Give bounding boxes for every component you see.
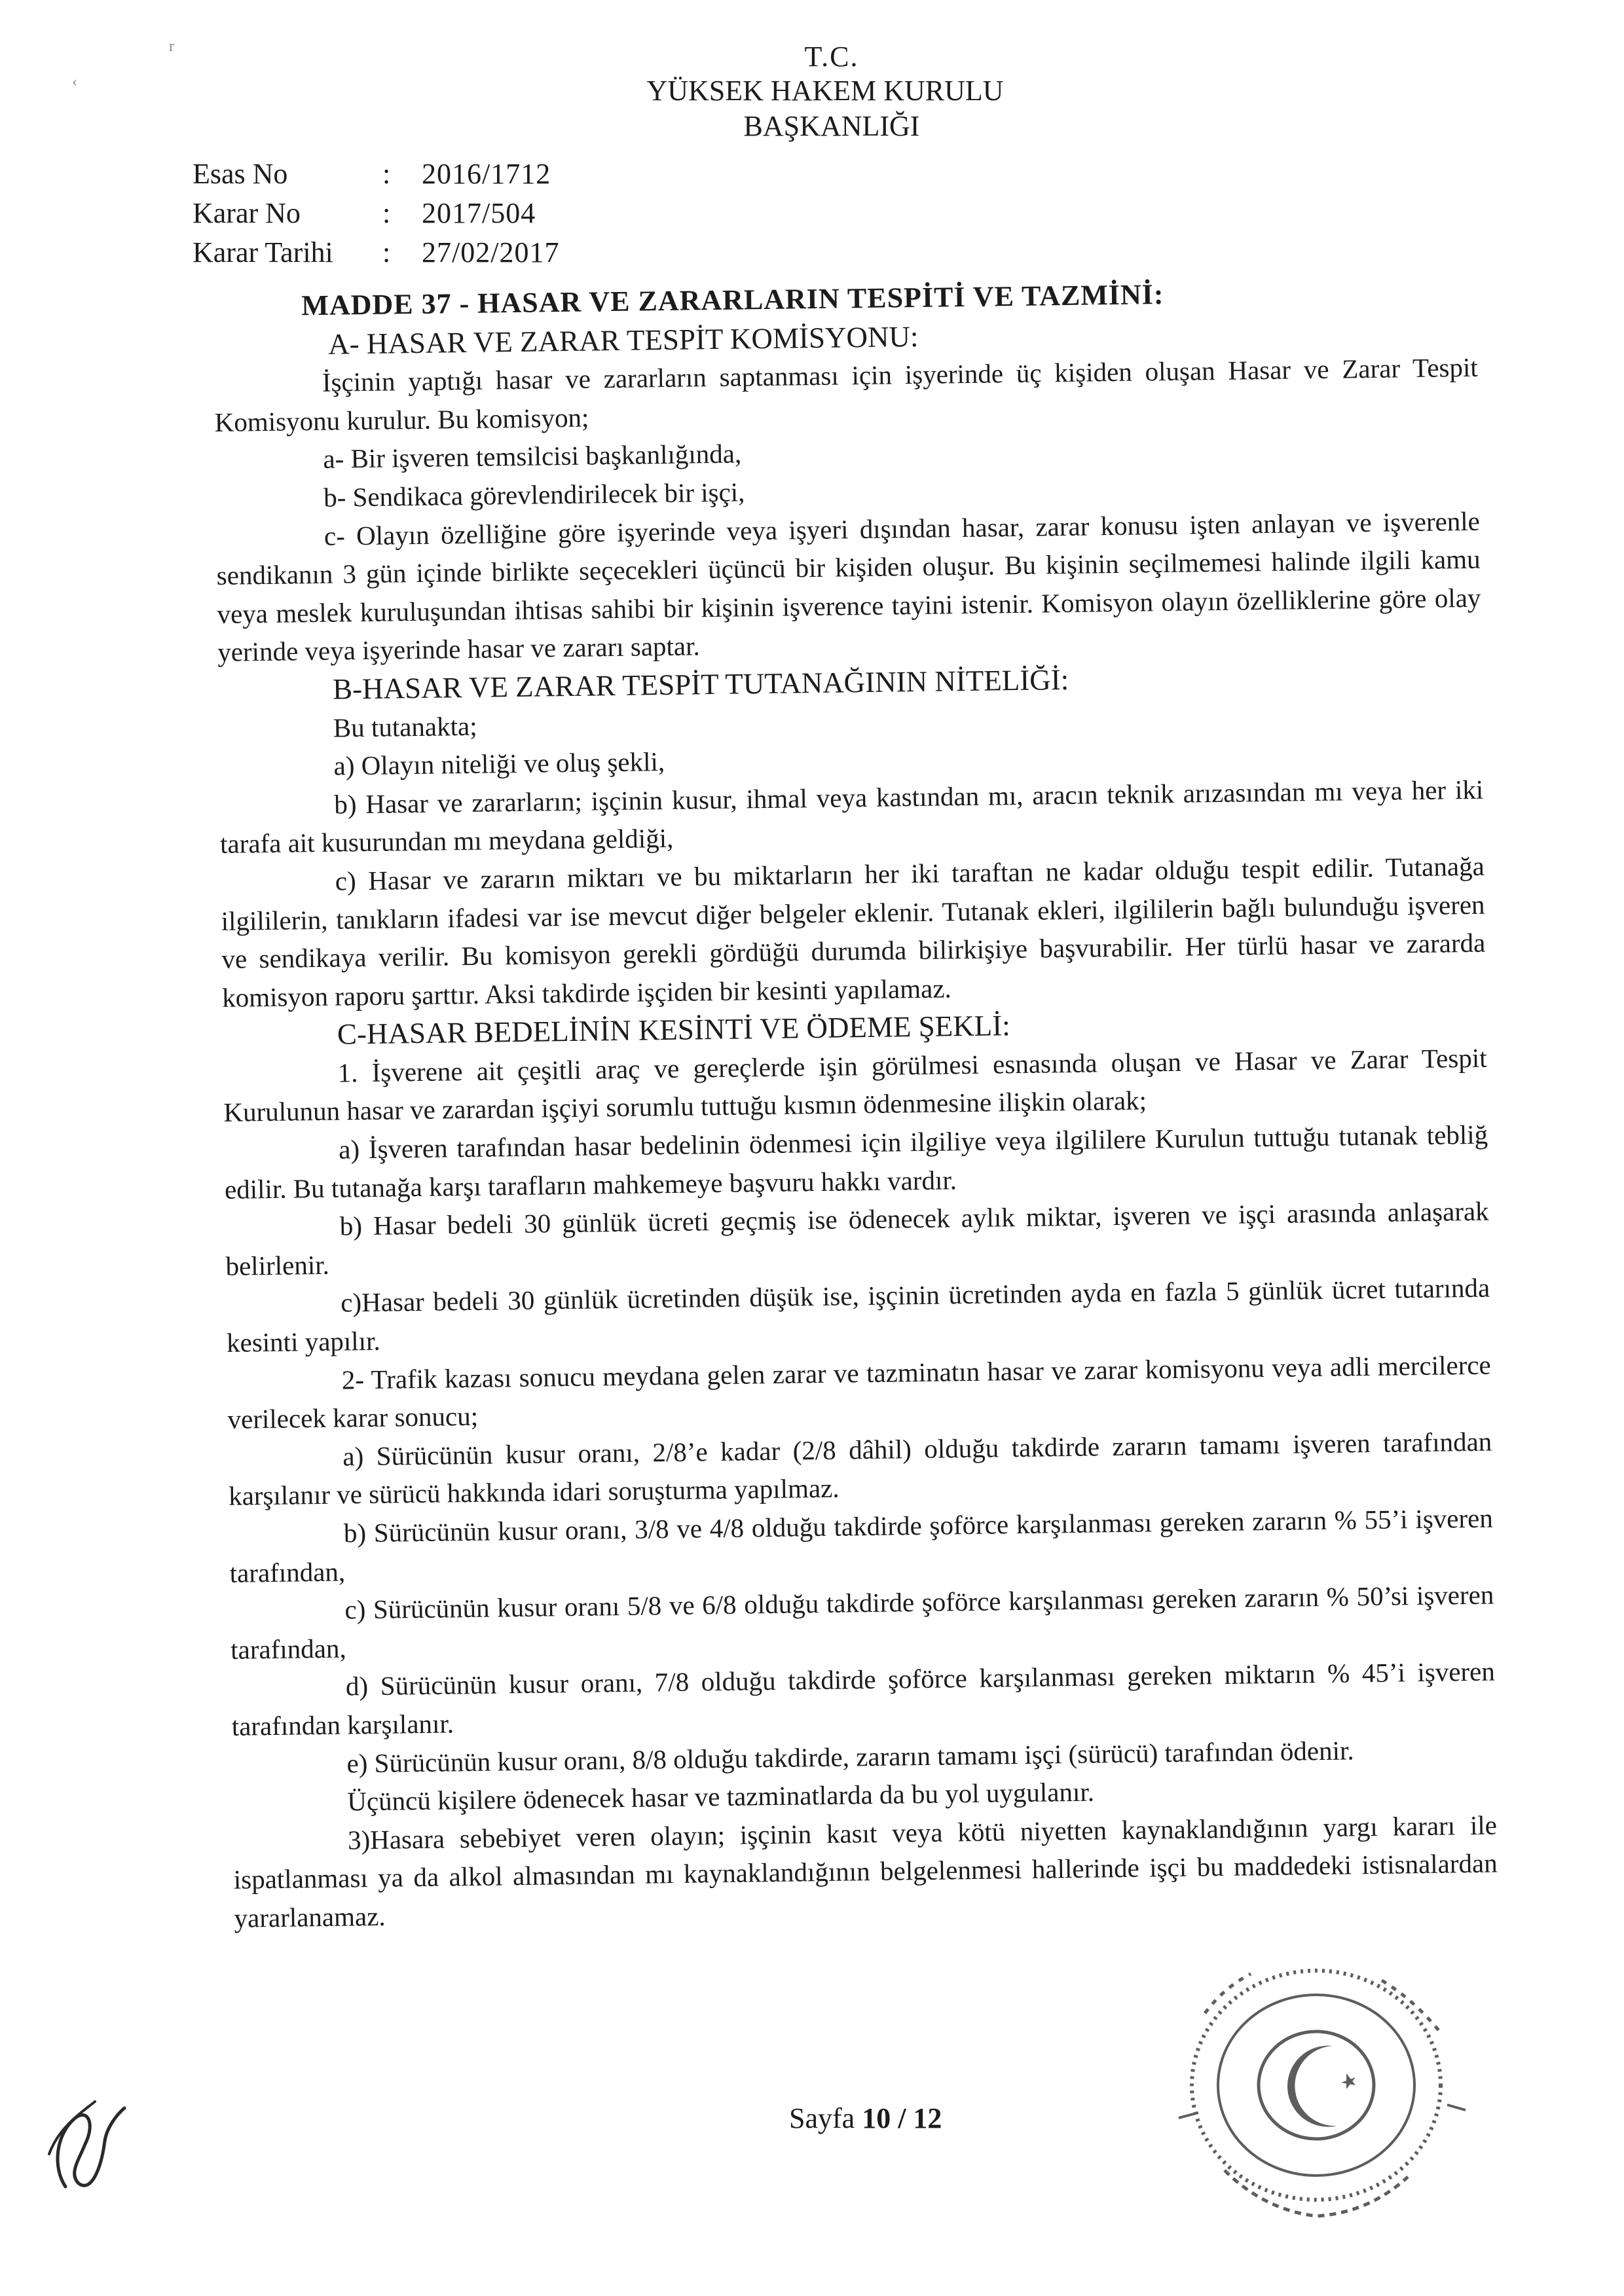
section-b-item-c: c) Hasar ve zararın miktarı ve bu miktarların her iki taraftan ne kadar olduğu tespit edilir. Tutanağa ilgililerin, tanıkların ifadesi var ise mevcut diğer belgeler eklenir. Tutanak ekleri, ilgililerin bağlı bulunduğu işveren ve sendikaya verilir. Bu komisyon gerekli gördüğü durumda bilirkişiye başvurabilir. Her türlü hasar ve zararda komisyon raporu şarttır. Aksi takdirde işçiden bir kesinti yapılamaz. bbox=[221, 850, 1486, 1013]
section-c-item-1b: b) Hasar bedeli 30 günlük ücreti geçmiş ise ödenecek aylık miktar, işveren ve işçi arasında anlaşarak belirlenir. bbox=[225, 1195, 1489, 1281]
section-c-item-1a: a) İşveren tarafından hasar bedelinin ödenmesi için ilgiliye veya ilgililere Kurulun tuttuğu tutanak tebliğ edilir. Bu tutanağa karşı tarafların mahkemeye başvuru hakkı vardır. bbox=[224, 1119, 1488, 1205]
section-a-item-b: b- Sendikaca görevlendirilecek bir işçi, bbox=[323, 477, 745, 513]
meta-separator: : bbox=[382, 197, 391, 229]
meta-label: Karar Tarihi bbox=[193, 236, 333, 268]
page-word: Sayfa bbox=[789, 2102, 855, 2134]
institution-header bbox=[0, 41, 1624, 144]
section-c-third-parties: Üçüncü kişilere ödenecek hasar ve tazminatlarda da bu yol uygulanır. bbox=[346, 1776, 1095, 1817]
section-a-item-c: c- Olayın özelliğine göre işyerinde veya işyeri dışından hasar, zarar konusu işten anlayan ve işverenle sendikanın 3 gün içinde birlikte seçecekleri üçüncü bir kişiden oluşur. Bu kişinin seçilmemesi halinde ilgili kamu veya meslek kuruluşundan ihtisas sahibi bir kişinin işverence tayini istenir. Komisyon olayın özelliklerine göre olay yerinde veya işyerinde hasar ve zararı saptar. bbox=[216, 505, 1481, 668]
article-title: MADDE 37 - HASAR VE ZARARLARIN TESPİTİ VE TAZMİNİ: bbox=[301, 278, 1164, 322]
meta-row bbox=[193, 194, 559, 233]
section-c-item-3: 3)Hasara sebebiyet veren olayın; işçinin kasıt veya kötü niyetten kaynaklandığının yargı kararı ile ispatlanması ya da alkol almasından mı kaynaklandığının belgelenmesi hallerinde işçi bu maddedeki istisnalardan yararlanamaz. bbox=[233, 1810, 1498, 1933]
section-b-item-b: b) Hasar ve zararların; işçinin kusur, ihmal veya kastından mı, aracın teknik arızasından mı veya her iki tarafa ait kusurundan mı meydana geldiği, bbox=[219, 774, 1484, 860]
section-b-intro: Bu tutanakta; bbox=[333, 710, 477, 743]
signature-icon bbox=[39, 2088, 144, 2200]
section-c-item-2e: e) Sürücünün kusur oranı, 8/8 olduğu takdirde, zararın tamamı işçi (sürücü) tarafından ödenir. bbox=[346, 1734, 1354, 1779]
meta-separator: : bbox=[382, 236, 391, 268]
header-line-1: T.C. bbox=[804, 41, 859, 73]
meta-label: Esas No bbox=[193, 158, 288, 190]
scan-mark: r bbox=[169, 38, 174, 55]
section-c-item-2a: a) Sürücünün kusur oranı, 2/8’e kadar (2/8 dâhil) olduğu takdirde zararın tamamı işveren tarafından karşılanır ve sürücü hakkında idari soruşturma yapılmaz. bbox=[228, 1426, 1492, 1512]
official-seal-icon bbox=[1166, 1954, 1473, 2242]
section-c-item-2c: c) Sürücünün kusur oranı 5/8 ve 6/8 olduğu takdirde şoförce karşılanması gereken zararın % 50’si işveren tarafından, bbox=[230, 1579, 1494, 1665]
meta-value: 27/02/2017 bbox=[422, 236, 560, 268]
section-c-item-2d: d) Sürücünün kusur oranı, 7/8 olduğu takdirde şoförce karşılanması gereken miktarın % 45’i işveren tarafından karşılanır. bbox=[231, 1656, 1496, 1741]
section-b-heading: B-HASAR VE ZARAR TESPİT TUTANAĞININ NİTELİĞİ: bbox=[332, 663, 1069, 706]
section-c-item-1c: c)Hasar bedeli 30 günlük ücretinden düşük ise, işçinin ücretinden ayda en fazla 5 günlük ücret tutarında kesinti yapılır. bbox=[226, 1273, 1490, 1358]
page-number bbox=[789, 2102, 942, 2135]
section-c-item-1: 1. İşverene ait çeşitli araç ve gereçlerde işin görülmesi esnasında oluşan ve Hasar ve Zarar Tespit Kurulunun hasar ve zarardan işçiyi sorumlu tuttuğu kısmın ödenmesine ilişkin olarak; bbox=[223, 1042, 1487, 1128]
section-a-heading: A- HASAR VE ZARAR TESPİT KOMİSYONU: bbox=[327, 319, 919, 361]
section-a-paragraph: İşçinin yaptığı hasar ve zararların saptanması için işyerinde üç kişiden oluşan Hasar ve Zarar Tespit Komisyonu kurulur. Bu komisyon; bbox=[214, 352, 1479, 437]
section-c-item-2: 2- Trafik kazası sonucu meydana gelen zarar ve tazminatın hasar ve zarar komisyonu veya adli mercilerce verilecek karar sonucu; bbox=[227, 1349, 1491, 1435]
article-body bbox=[213, 272, 1498, 1938]
meta-row bbox=[193, 155, 559, 194]
meta-label: Karar No bbox=[193, 197, 301, 229]
section-a-item-a: a- Bir işveren temsilcisi başkanlığında, bbox=[323, 438, 742, 475]
section-c-heading: C-HASAR BEDELİNİN KESİNTİ VE ÖDEME ŞEKLİ: bbox=[337, 1009, 1011, 1051]
page-count: 10 / 12 bbox=[862, 2102, 942, 2134]
meta-value: 2017/504 bbox=[422, 197, 536, 229]
section-c-item-2b: b) Sürücünün kusur oranı, 3/8 ve 4/8 olduğu takdirde şoförce karşılanması gereken zararın % 55’i işveren tarafından, bbox=[229, 1503, 1494, 1588]
header-line-3: BAŞKANLIĞI bbox=[743, 110, 920, 142]
meta-row bbox=[193, 233, 559, 272]
meta-value: 2016/1712 bbox=[422, 158, 551, 190]
scan-mark: ‹ bbox=[72, 73, 77, 90]
header-line-2: YÜKSEK HAKEM KURULU bbox=[646, 75, 1004, 107]
meta-separator: : bbox=[382, 158, 391, 190]
case-meta bbox=[193, 155, 559, 272]
section-b-item-a: a) Olayın niteliği ve oluş şekli, bbox=[333, 746, 665, 781]
